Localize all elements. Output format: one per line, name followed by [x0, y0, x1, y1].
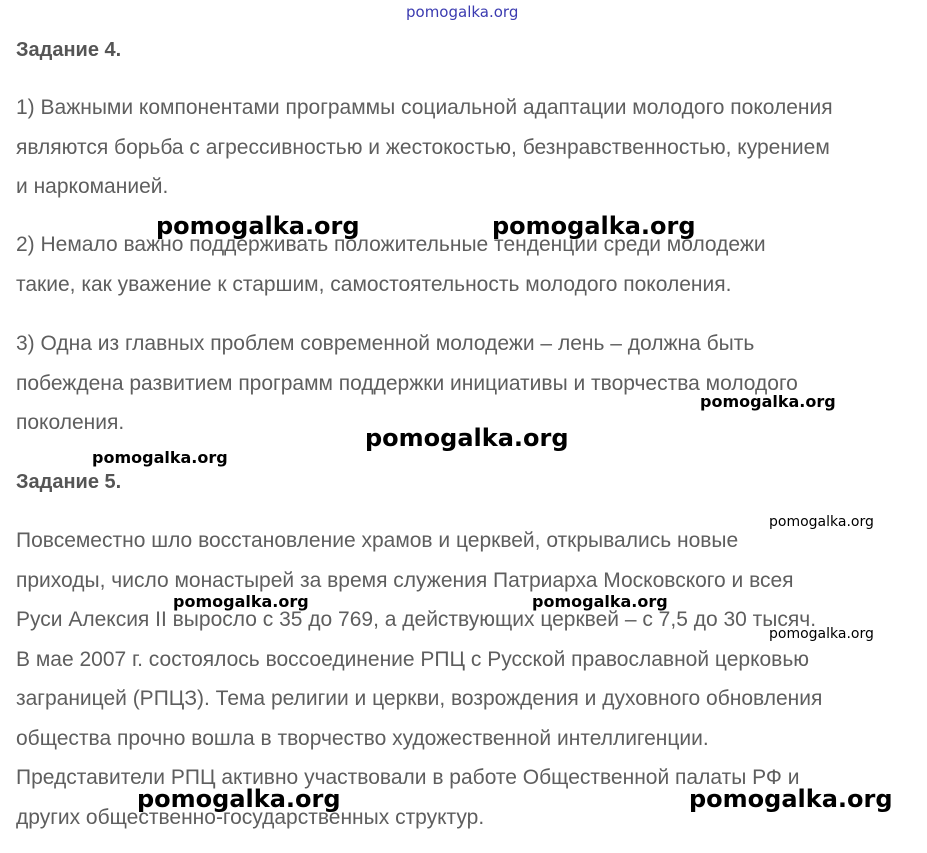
watermark: pomogalka.org: [532, 592, 668, 611]
text-line: такие, как уважение к старшим, самостоятельность молодого поколения.: [16, 272, 732, 296]
watermark: pomogalka.org: [769, 626, 874, 642]
watermark: pomogalka.org: [173, 592, 309, 611]
text-line: приходы, число монастырей за время служения Патриарха Московского и всея: [16, 568, 794, 592]
text-line: общества прочно вошла в творчество художественной интеллигенции.: [16, 726, 709, 750]
text-line: заграницей (РПЦЗ). Тема религии и церкви, возрождения и духовного обновления: [16, 687, 823, 710]
task4-paragraph-2: [16, 225, 916, 304]
text-line: В мае 2007 г. состоялось воссоединение РПЦ с Русской православной церковью: [16, 647, 810, 671]
text-line: других общественно-государственных структур.: [16, 805, 485, 829]
task5-heading: Задание 5.: [16, 471, 122, 493]
watermark: pomogalka.org: [92, 448, 228, 467]
text-line: 2) Немало важно поддерживать положительные тенденции среди молодежи: [16, 233, 766, 256]
top-watermark: pomogalka.org: [406, 3, 519, 21]
watermark: pomogalka.org: [156, 212, 360, 240]
text-line: поколения.: [16, 411, 125, 434]
watermark: pomogalka.org: [137, 785, 341, 813]
text-line: Руси Алексия II выросло с 35 до 769, а действующих церквей – с 7,5 до 30 тысяч.: [16, 608, 817, 631]
task4-heading: Задание 4.: [16, 39, 122, 61]
watermark: pomogalka.org: [492, 212, 696, 240]
text-line: 3) Одна из главных проблем современной молодежи – лень – должна быть: [16, 332, 755, 355]
task4-paragraph-1: [16, 88, 916, 207]
text-line: Повсеместно шло восстановление храмов и церквей, открывались новые: [16, 529, 739, 552]
watermark: pomogalka.org: [769, 514, 874, 530]
text-line: являются борьба с агрессивностью и жестокостью, безнравственностью, курением: [16, 135, 830, 159]
text-line: побеждена развитием программ поддержки инициативы и творчества молодого: [16, 371, 798, 395]
text-line: 1) Важными компонентами программы социальной адаптации молодого поколения: [16, 96, 833, 119]
watermark: pomogalka.org: [700, 392, 836, 411]
watermark: pomogalka.org: [689, 785, 893, 813]
text-line: и наркоманией.: [16, 175, 169, 198]
watermark: pomogalka.org: [365, 424, 569, 452]
text-line: Представители РПЦ активно участвовали в работе Общественной палаты РФ и: [16, 766, 800, 789]
